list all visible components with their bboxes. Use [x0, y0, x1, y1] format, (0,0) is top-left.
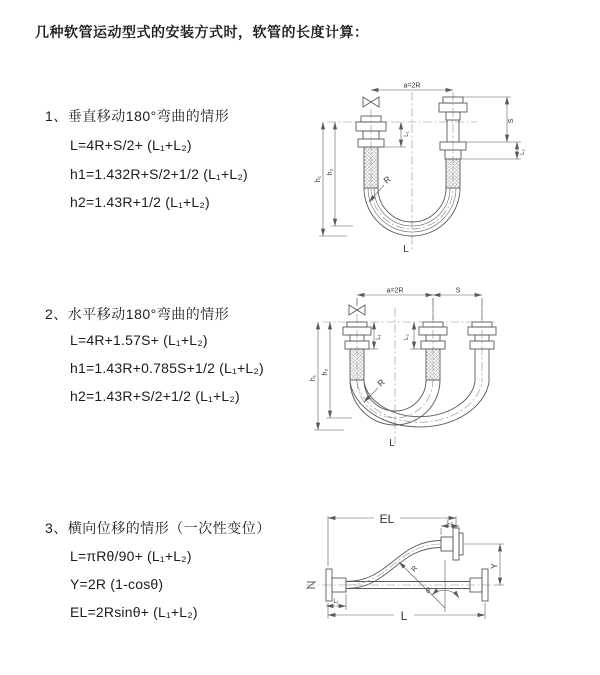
section-3-formula-L: L=πRθ/90+ (L₁+L₂): [70, 548, 192, 564]
l1-label: L₁: [404, 131, 410, 137]
section-2-heading: 2、水平移动180°弯曲的情形: [45, 306, 230, 322]
radius-label: R: [375, 376, 387, 389]
valve-icon: [363, 97, 379, 107]
braided-hose-section: [350, 349, 364, 380]
flange-hub: [441, 537, 453, 551]
section-1-formula-h2: h2=1.43R+1/2 (L₁+L₂): [70, 194, 210, 210]
dimension-y: [463, 544, 504, 585]
diagram-vertical-180-bend: [313, 76, 598, 256]
braided-hose-section: [446, 159, 460, 188]
dimension-el: [328, 512, 456, 566]
radius-label: R: [410, 564, 420, 574]
h1-label: h₁: [315, 175, 322, 183]
dimension-width: [371, 83, 453, 91]
section-3-formula-EL: EL=2Rsinθ+ (L₁+L₂): [70, 604, 198, 620]
s-curve-lower-wall: [346, 548, 441, 589]
dimension-l1: [380, 122, 410, 147]
el-label: EL: [379, 512, 395, 526]
h1-label: h₁: [310, 374, 317, 382]
radius-label: R: [381, 173, 393, 186]
hose-curves: [350, 380, 489, 427]
theta-label: θ: [426, 588, 430, 595]
h2-label: h₂: [322, 368, 329, 376]
section-1-formula-L: L=4R+S/2+ (L₁+L₂): [70, 137, 192, 153]
dimension-heights: [310, 322, 352, 430]
braided-hose-section: [426, 349, 440, 380]
dimension-heights: [315, 122, 353, 236]
angle-construction: [399, 560, 459, 612]
section-2-formula-h2: h2=1.43R+S/2+1/2 (L₁+L₂): [70, 388, 240, 404]
section-1-formula-h1: h1=1.432R+S/2+1/2 (L₁+L₂): [70, 166, 248, 182]
h2-label: h₂: [327, 168, 334, 176]
dimension-length: [328, 603, 485, 623]
l1-label: L₁: [333, 599, 339, 605]
dimension-s: [460, 97, 526, 159]
length-label: L: [400, 609, 408, 623]
braided-hose-section: [364, 147, 378, 188]
diagram-lateral-displacement: [298, 502, 598, 647]
l2-label: L₂: [404, 334, 410, 340]
section-2-formula-L: L=4R+1.57S+ (L₁+L₂): [70, 332, 208, 348]
page-title: 几种软管运动型式的安装方式时，软管的长度计算：: [35, 24, 369, 40]
s-curve-upper-wall: [346, 541, 441, 582]
section-2-formula-h1: h1=1.43R+0.785S+1/2 (L₁+L₂): [70, 360, 264, 376]
dimension-l1: [326, 594, 346, 610]
angle-arc: [432, 590, 459, 598]
s-label: S: [455, 287, 461, 295]
section-1-heading: 1、垂直移动180°弯曲的情形: [45, 108, 230, 124]
dimension-width: [357, 288, 482, 321]
width-label: a=2R: [386, 287, 404, 295]
radius-leader: [364, 377, 387, 402]
l1-label: L₁: [376, 334, 382, 340]
s-curve-centerline: [346, 544, 441, 585]
length-label: L: [389, 438, 395, 449]
section-3-heading: 3、横向位移的情形（一次性变位）: [45, 520, 271, 536]
length-label: L: [403, 244, 409, 255]
upper-flange: [441, 528, 463, 560]
diagram-horizontal-180-bend: [308, 282, 598, 454]
flange-back-plate: [459, 533, 463, 555]
y-label: Y: [489, 563, 499, 569]
l2-label: L₂: [447, 520, 453, 526]
s-label: S: [508, 118, 515, 124]
wide-u-outer-wall: [350, 382, 489, 427]
section-3-formula-Y: Y=2R (1-cosθ): [70, 576, 164, 592]
width-label: a=2R: [403, 82, 421, 90]
l2-label: L₂: [520, 149, 526, 155]
flange-plate: [453, 528, 459, 560]
dimension-l1: [366, 322, 382, 349]
